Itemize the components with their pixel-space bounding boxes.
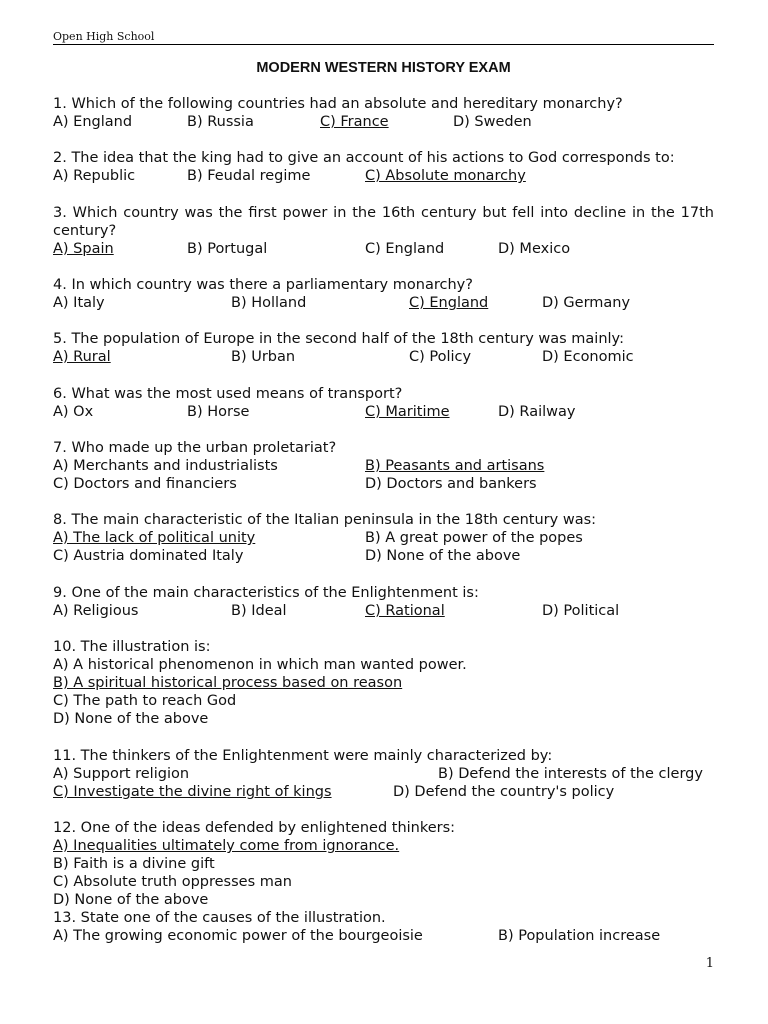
question-text: 10. The illustration is:	[53, 639, 211, 655]
question-text: 4. In which country was there a parliamentary monarchy?	[53, 277, 473, 293]
option-d: D) Mexico	[498, 241, 571, 257]
option-d: D) None of the above	[53, 892, 209, 908]
option-b-answer: B) A spiritual historical process based on reason	[53, 675, 403, 691]
question-3	[53, 204, 714, 258]
option-c-answer: C) Investigate the divine right of kings	[53, 784, 332, 800]
option-a: A) Ox	[53, 404, 94, 420]
question-4	[53, 276, 714, 312]
option-d: D) Railway	[498, 404, 576, 420]
question-text: 2. The idea that the king had to give an account of his actions to God corresponds to:	[53, 150, 675, 166]
options-row	[53, 475, 714, 493]
option-b: B) Defend the interests of the clergy	[438, 766, 703, 782]
option-d: D) Sweden	[453, 114, 532, 130]
option-a: A) Religious	[53, 603, 139, 619]
option-c: C) The path to reach God	[53, 693, 237, 709]
option-a: A) A historical phenomenon in which man wanted power.	[53, 657, 467, 673]
option-d: D) Defend the country's policy	[393, 784, 615, 800]
page-title: MODERN WESTERN HISTORY EXAM	[256, 60, 511, 76]
options-row	[53, 602, 714, 620]
option-c-answer: C) England	[409, 295, 489, 311]
question-text: 8. The main characteristic of the Italian peninsula in the 18th century was:	[53, 512, 597, 528]
option-c-answer: C) Rational	[365, 603, 445, 619]
options-row	[53, 240, 714, 258]
option-b: B) Population increase	[498, 928, 661, 944]
option-b: B) Portugal	[187, 241, 268, 257]
options-row	[53, 765, 714, 783]
option-b: B) Feudal regime	[187, 168, 311, 184]
question-13	[53, 909, 714, 945]
option-a: A) Merchants and industrialists	[53, 458, 278, 474]
option-c-answer: C) France	[320, 114, 389, 130]
option-c-answer: C) Maritime	[365, 404, 450, 420]
question-12	[53, 819, 714, 909]
option-a-answer: A) Inequalities ultimately come from ignorance.	[53, 838, 400, 854]
option-b: B) Ideal	[231, 603, 287, 619]
question-text: 6. What was the most used means of transport?	[53, 386, 403, 402]
option-d: D) None of the above	[53, 711, 209, 727]
option-a: A) Support religion	[53, 766, 190, 782]
option-b: B) Russia	[187, 114, 254, 130]
options-row	[53, 348, 714, 366]
option-a: A) The growing economic power of the bourgeoisie	[53, 928, 423, 944]
option-c: C) Austria dominated Italy	[53, 548, 244, 564]
option-d: D) Doctors and bankers	[365, 476, 537, 492]
option-d: D) Economic	[542, 349, 634, 365]
option-b: B) A great power of the popes	[365, 530, 583, 546]
question-6	[53, 385, 714, 421]
options-row	[53, 113, 714, 131]
question-text: 11. The thinkers of the Enlightenment were mainly characterized by:	[53, 748, 553, 764]
option-a-answer: A) The lack of political unity	[53, 530, 256, 546]
question-text: 3. Which country was the first power in the 16th century but fell into decline in the 17th century?	[53, 205, 714, 239]
options-row	[53, 167, 714, 185]
option-b: B) Urban	[231, 349, 296, 365]
question-text: 1. Which of the following countries had an absolute and hereditary monarchy?	[53, 96, 623, 112]
options-row	[53, 457, 714, 475]
page-number: 1	[705, 956, 714, 971]
option-b: B) Horse	[187, 404, 250, 420]
option-a: A) Republic	[53, 168, 136, 184]
option-a-answer: A) Rural	[53, 349, 111, 365]
question-11	[53, 747, 714, 801]
options-row	[53, 403, 714, 421]
question-text: 12. One of the ideas defended by enlightened thinkers:	[53, 820, 456, 836]
option-d: D) Political	[542, 603, 620, 619]
options-row	[53, 547, 714, 565]
options-row	[53, 529, 714, 547]
option-b: B) Faith is a divine gift	[53, 856, 215, 872]
option-c: C) England	[365, 241, 445, 257]
option-c: C) Doctors and financiers	[53, 476, 237, 492]
option-c: C) Absolute truth oppresses man	[53, 874, 292, 890]
option-a: A) Italy	[53, 295, 105, 311]
question-7	[53, 439, 714, 493]
option-d: D) None of the above	[365, 548, 521, 564]
question-1	[53, 95, 714, 131]
option-a: A) England	[53, 114, 133, 130]
question-text: 7. Who made up the urban proletariat?	[53, 440, 337, 456]
question-8	[53, 511, 714, 565]
question-2	[53, 149, 714, 185]
option-b-answer: B) Peasants and artisans	[365, 458, 545, 474]
question-text: 9. One of the main characteristics of the Enlightenment is:	[53, 585, 479, 601]
question-9	[53, 584, 714, 620]
question-text: 5. The population of Europe in the second half of the 18th century was mainly:	[53, 331, 624, 347]
options-row	[53, 294, 714, 312]
option-d: D) Germany	[542, 295, 631, 311]
option-a-answer: A) Spain	[53, 241, 114, 257]
option-b: B) Holland	[231, 295, 307, 311]
school-header: Open High School	[53, 29, 714, 45]
options-row	[53, 927, 714, 945]
question-10	[53, 638, 714, 728]
option-c-answer: C) Absolute monarchy	[365, 168, 526, 184]
question-5	[53, 330, 714, 366]
question-text: 13. State one of the causes of the illustration.	[53, 910, 386, 926]
options-row	[53, 783, 714, 801]
option-c: C) Policy	[409, 349, 472, 365]
